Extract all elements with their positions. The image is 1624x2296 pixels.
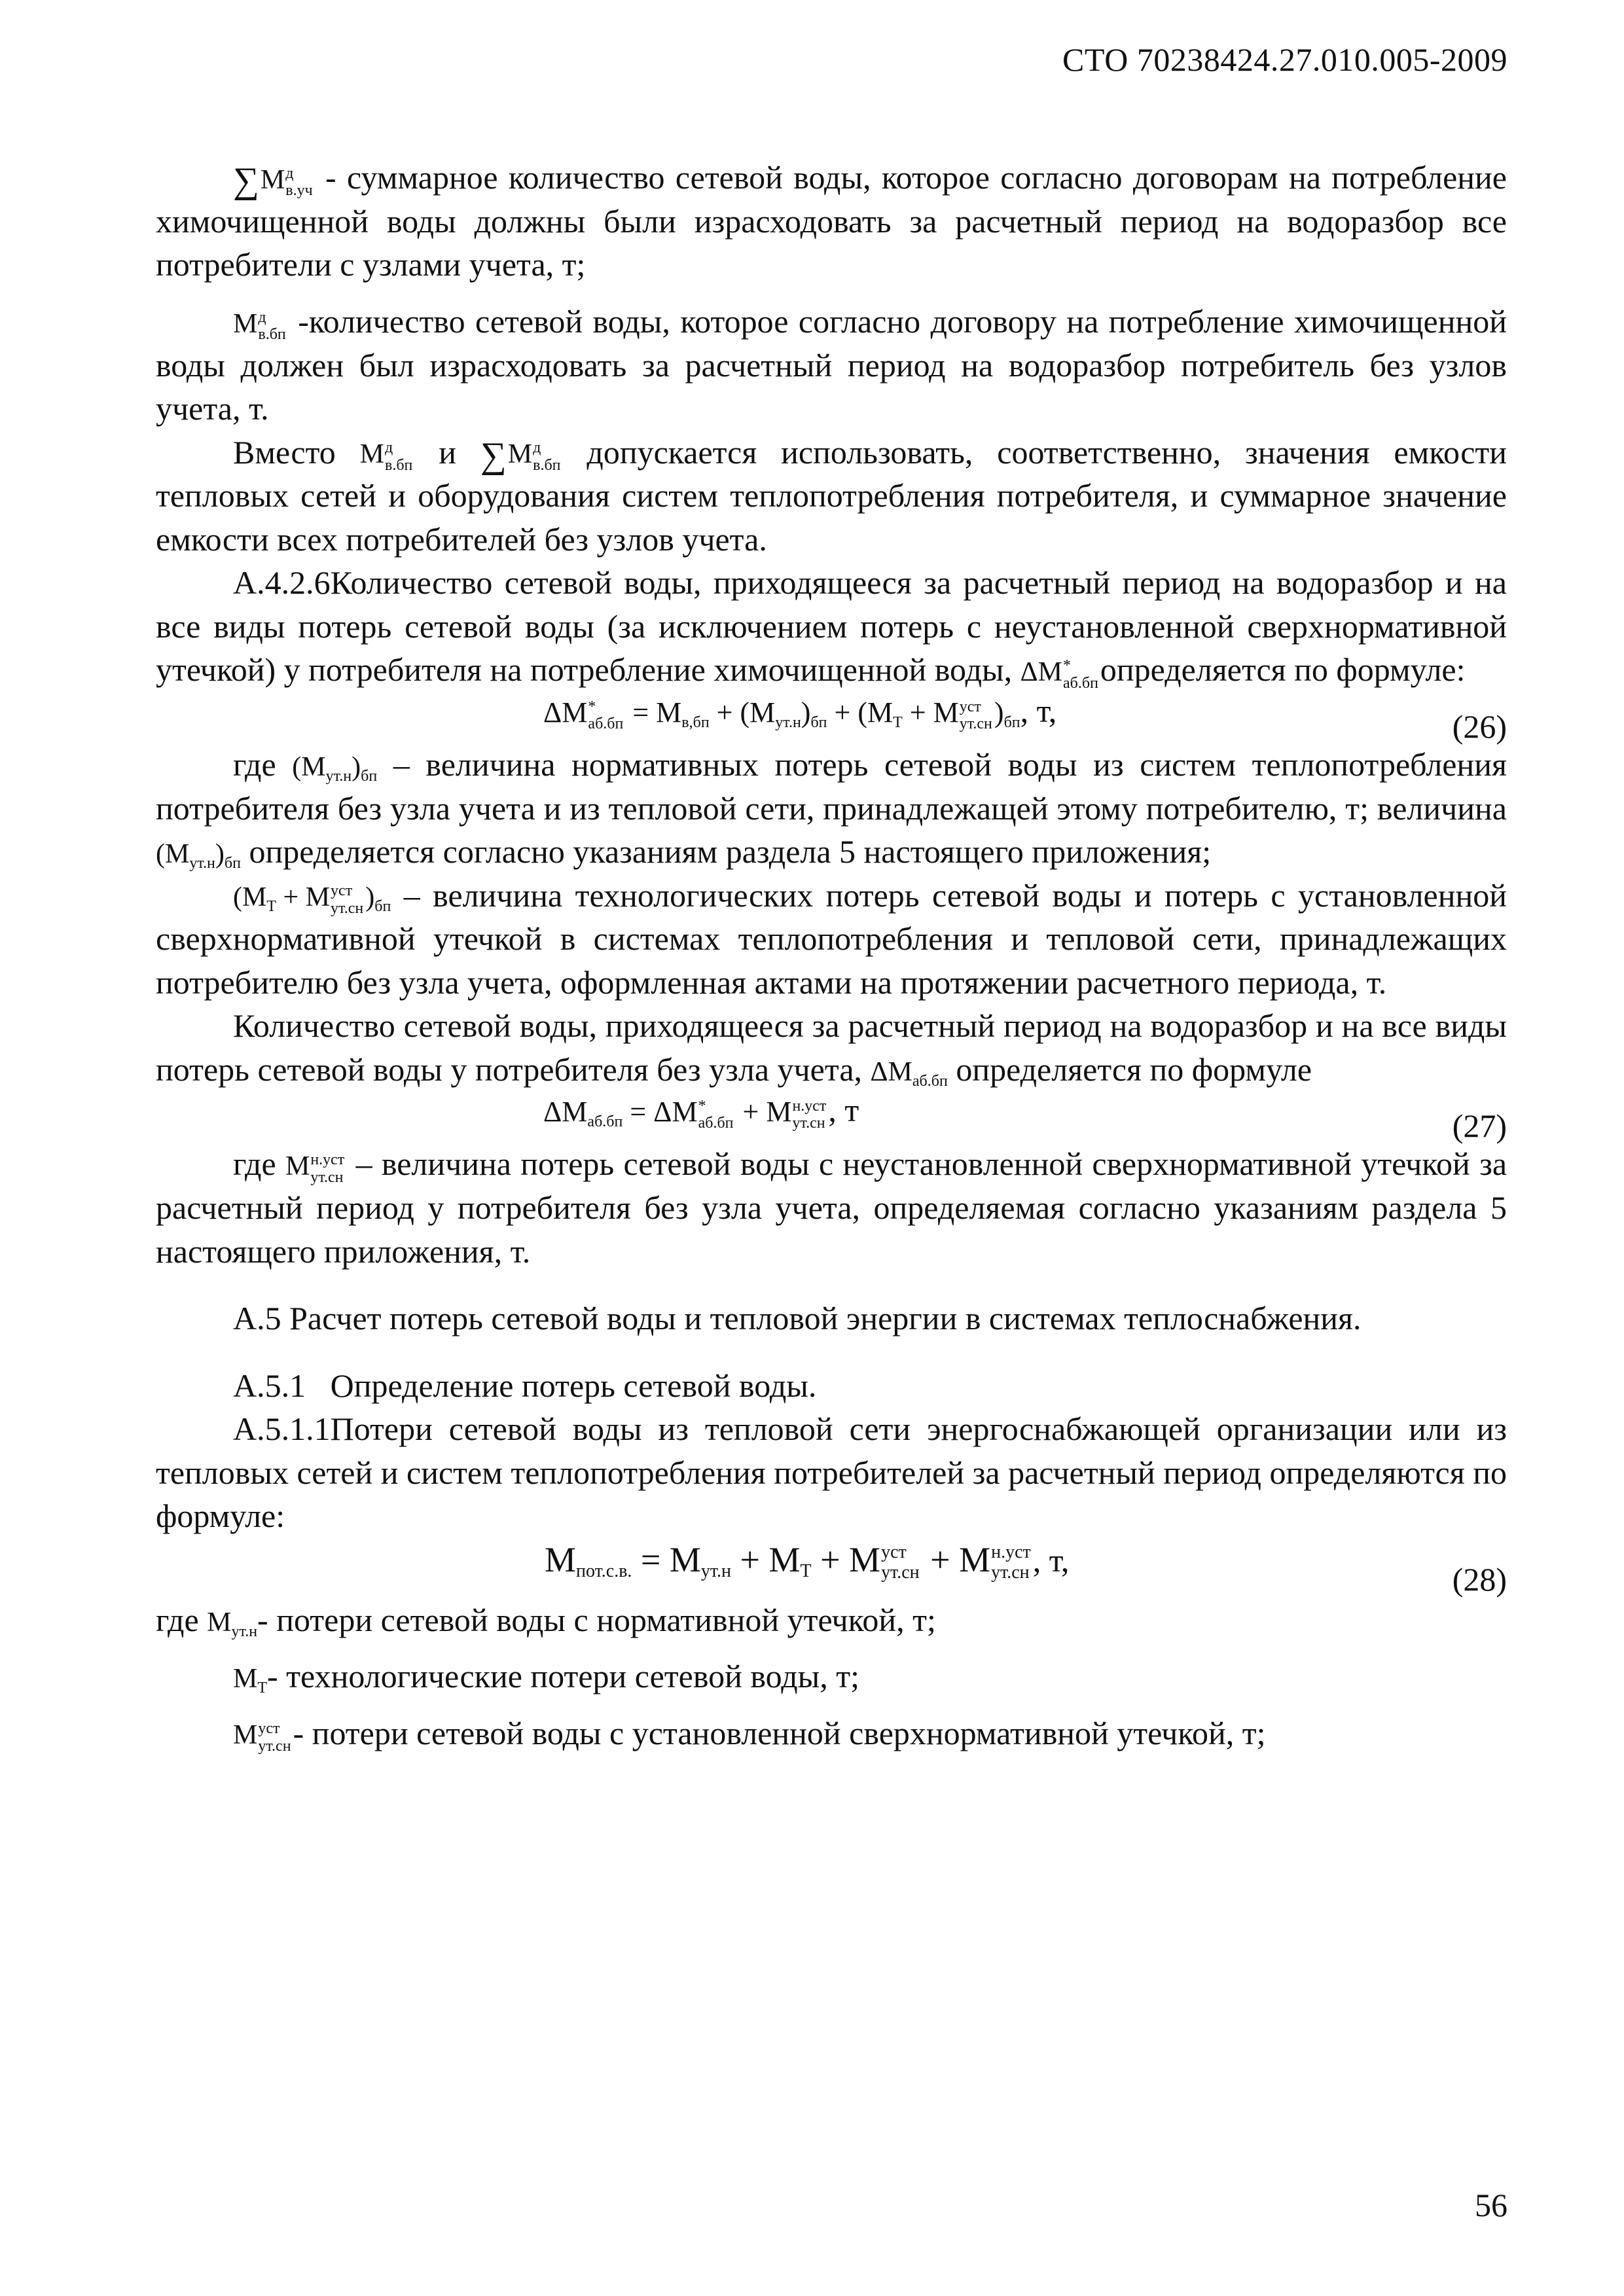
section-a5-1 <box>156 1364 1507 1408</box>
text-and: и <box>439 433 457 471</box>
equation-27: ΔMаб.бп = ΔM * аб.бп + M н.уст ут.сн , т <box>543 1092 859 1132</box>
equation-number-26: (26) <box>1452 708 1507 745</box>
formula-dm-abbp-star: ΔM * аб.бп <box>1020 657 1098 692</box>
paragraph-text: - суммарное количество сетевой воды, которое согласно договорам на потребление химочищенной воды должны были израсходовать за расчетный период на водоразбор все потребители с узлами учета, т; <box>156 159 1507 283</box>
text-where: где <box>233 1145 276 1183</box>
document-code-header: СТО 70238424.27.010.005-2009 <box>1062 41 1507 78</box>
equation-26: ΔM * аб.бп = Mв,бп + (Mут.н)бп + (MT + M уст ут.сн )бп, т, <box>543 692 1057 732</box>
paragraph-instead <box>156 431 1507 562</box>
definition-must-utsn <box>156 1712 1507 1755</box>
section-number: А.5 <box>233 1300 281 1336</box>
paragraph-text: Количество сетевой воды, приходящееся за расчетный период на водоразбор и на все виды потерь сетевой воды (за исключением потерь с неустановленной сверхнормативной утечкой) у потребителя на потребление химочищенной воды, <box>156 564 1507 689</box>
paragraph-text: Количество сетевой воды, приходящееся за расчетный период на водоразбор и на все виды потерь сетевой воды у потребителя без узла учета, <box>156 1007 1507 1088</box>
paragraph-text: допускается использовать, соответственно, значения емкости тепловых сетей и оборудования систем теплопотребления потребителя, и суммарное значение емкости всех потребителей без узлов учета. <box>156 433 1507 558</box>
paragraph-tail: определяется по формуле: <box>1100 651 1466 689</box>
text-instead: Вместо <box>233 433 336 471</box>
equation-28: Mпот.с.в. = Mут.н + MT + M уст ут.сн + M н.уст ут.сн , т, <box>545 1539 1070 1583</box>
equation-26-row <box>156 694 1507 743</box>
paragraph-sum-m-vuch <box>156 156 1507 287</box>
equation-suffix: , т, <box>1032 1541 1070 1579</box>
section-number: А.5.1.1 <box>233 1410 331 1447</box>
paragraph-m-vbp <box>156 300 1507 431</box>
paragraph-tail: определяется по формуле <box>956 1050 1312 1088</box>
text-where: где <box>233 746 276 783</box>
formula-mnust-utsn: M н.уст ут.сн <box>285 1151 345 1186</box>
paragraph-text: – величина потерь сетевой воды с неустановленной сверхнормативной утечкой за расчетный период у потребителя без узла учета, определяемая согласно указаниям раздела 5 настоящего приложения, т. <box>156 1145 1507 1270</box>
definition-text: - технологические потери сетевой воды, т; <box>267 1658 859 1695</box>
paragraph-text: – величина технологических потерь сетевой воды и потерь с установленной сверхнормативной утечкой в системах теплопотребления и тепловой сети, принадлежащих потребителю без узла учета, оформленная актами на протяжении расчетного периода, т. <box>156 876 1507 1001</box>
paragraph-text: – величина нормативных потерь сетевой воды из систем теплопотребления потребителя без узла учета и из тепловой сети, принадлежащей этому потребителю, т; величина <box>156 746 1507 827</box>
paragraph-mt-musn <box>156 874 1507 1005</box>
document-body <box>156 156 1507 1755</box>
formula-mutn-bp-2: (Mут.н)бп <box>156 839 241 872</box>
paragraph-tail: определяется согласно указаниям раздела 5 настоящего приложения; <box>249 833 1212 870</box>
equation-number-27: (27) <box>1452 1107 1507 1145</box>
formula-mutn-bp: (Mут.н)бп <box>292 752 378 785</box>
formula-dm-abbp: ΔMаб.бп <box>870 1056 948 1090</box>
paragraph-where-mutn <box>156 743 1507 874</box>
equation-27-row <box>156 1092 1507 1145</box>
formula-m-vbp: M д в.бп <box>233 308 286 344</box>
section-number: А.4.2.6 <box>233 564 331 601</box>
section-title: Определение потерь сетевой воды. <box>330 1367 817 1404</box>
equation-suffix: , т, <box>1020 692 1057 729</box>
definition-text: - потери сетевой воды с нормативной утечкой, т; <box>257 1601 936 1638</box>
text-where: где <box>156 1601 199 1638</box>
section-title: Расчет потерь сетевой воды и тепловой энергии в системах теплоснабжения. <box>289 1300 1362 1336</box>
page-number: 56 <box>1475 2187 1507 2223</box>
section-number: А.5.1 <box>233 1367 306 1404</box>
equation-number-28: (28) <box>1452 1560 1507 1598</box>
definition-mutn <box>156 1598 1507 1642</box>
formula-m-vbp-inline: M д в.бп <box>359 439 413 474</box>
definition-mt <box>156 1655 1507 1698</box>
formula-sum-m-vbp: ∑M д в.бп <box>480 435 561 476</box>
formula-sum-m-vuch: ∑M д в.уч <box>233 160 313 201</box>
equation-28-row <box>156 1539 1507 1598</box>
paragraph-text: -количество сетевой воды, которое согласно договору на потребление химочищенной воды должен был израсходовать за расчетный период на водоразбор потребитель без узлов учета, т. <box>156 302 1507 427</box>
formula-mt-musn-bp: (MT + M уст ут.сн )бп <box>233 882 391 917</box>
paragraph-quantity <box>156 1004 1507 1091</box>
section-a5-1-1 <box>156 1407 1507 1538</box>
equation-suffix: , т <box>828 1092 859 1129</box>
formula-mutn: Mут.н <box>207 1607 258 1640</box>
definition-text: - потери сетевой воды с установленной сверхнормативной утечкой, т; <box>293 1714 1266 1751</box>
formula-mt: MT <box>233 1664 268 1696</box>
paragraph-text: Потери сетевой воды из тепловой сети энергоснабжающей организации или из тепловых сетей и систем теплопотребления потребителей за расчетный период определяются по формуле: <box>156 1410 1507 1534</box>
section-a5 <box>156 1297 1507 1340</box>
formula-must-utsn: M уст ут.сн <box>233 1720 291 1755</box>
paragraph-where-mnust <box>156 1142 1507 1273</box>
paragraph-a4-2-6 <box>156 561 1507 692</box>
